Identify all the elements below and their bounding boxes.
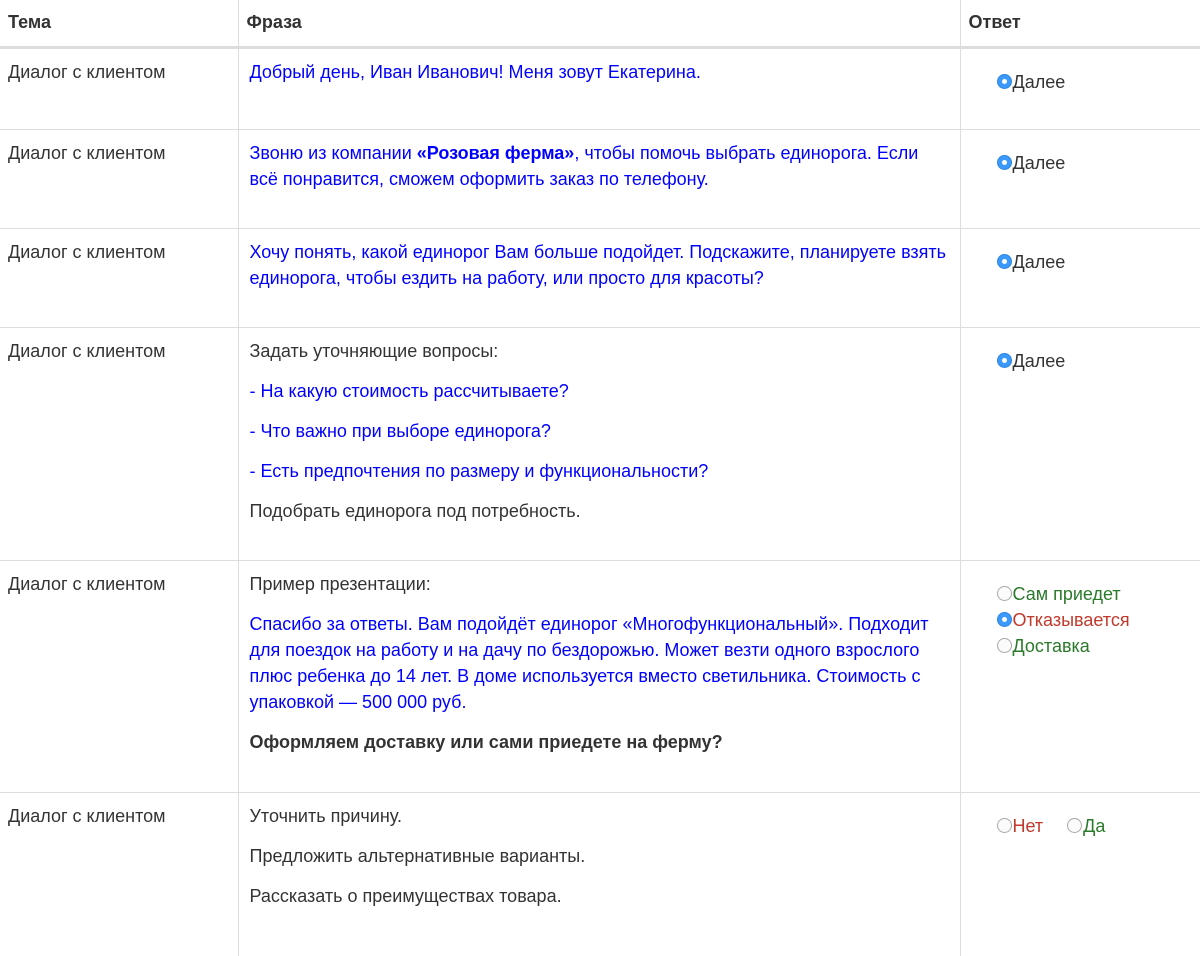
radio-checked-icon[interactable] bbox=[997, 612, 1012, 627]
instruction-text: Уточнить причину. bbox=[249, 805, 402, 826]
radio-label: Доставка bbox=[1012, 635, 1090, 656]
header-phrase: Фраза bbox=[238, 0, 960, 47]
radio-checked-icon[interactable] bbox=[997, 353, 1012, 368]
radio-option-delivery[interactable] bbox=[997, 633, 1191, 659]
phrase-part: Звоню из компании bbox=[249, 142, 417, 163]
instruction-text: Подобрать единорога под потребность. bbox=[249, 500, 581, 521]
answer-cell bbox=[960, 129, 1200, 228]
phrase-cell bbox=[238, 792, 960, 956]
phrase-cell bbox=[238, 228, 960, 327]
instruction-text: Предложить альтернативные варианты. bbox=[249, 845, 586, 866]
answer-cell bbox=[960, 327, 1200, 560]
phrase-cell bbox=[238, 47, 960, 129]
instruction-text: Задать уточняющие вопросы: bbox=[249, 340, 499, 361]
phrase-cell bbox=[238, 327, 960, 560]
topic-cell: Диалог с клиентом bbox=[0, 228, 238, 327]
table-row bbox=[0, 792, 1200, 956]
radio-option-next[interactable] bbox=[997, 249, 1191, 275]
radio-option-next[interactable] bbox=[997, 150, 1191, 176]
radio-checked-icon[interactable] bbox=[997, 155, 1012, 170]
table-row bbox=[0, 560, 1200, 792]
radio-checked-icon[interactable] bbox=[997, 254, 1012, 269]
answer-cell bbox=[960, 228, 1200, 327]
script-phrase bbox=[250, 140, 950, 192]
radio-label: Далее bbox=[1012, 152, 1066, 173]
question-item: - Есть предпочтения по размеру и функциональности? bbox=[249, 460, 709, 481]
instruction-text: Рассказать о преимуществах товара. bbox=[249, 885, 562, 906]
question-item: - На какую стоимость рассчитываете? bbox=[249, 380, 569, 401]
radio-unchecked-icon[interactable] bbox=[1067, 818, 1082, 833]
closing-question: Оформляем доставку или сами приедете на ферму? bbox=[249, 731, 723, 752]
radio-label: Нет bbox=[1012, 815, 1044, 836]
company-name: «Розовая ферма» bbox=[416, 142, 575, 163]
radio-option-next[interactable] bbox=[997, 348, 1191, 374]
radio-unchecked-icon[interactable] bbox=[997, 586, 1012, 601]
radio-label: Далее bbox=[1012, 251, 1066, 272]
topic-cell: Диалог с клиентом bbox=[0, 327, 238, 560]
radio-label: Да bbox=[1083, 815, 1106, 836]
header-answer: Ответ bbox=[960, 0, 1200, 47]
topic-cell: Диалог с клиентом bbox=[0, 560, 238, 792]
radio-label: Отказывается bbox=[1012, 609, 1130, 630]
radio-label: Сам приедет bbox=[1012, 583, 1121, 604]
topic-cell: Диалог с клиентом bbox=[0, 47, 238, 129]
answer-cell bbox=[960, 792, 1200, 956]
table-row bbox=[0, 47, 1200, 129]
radio-option-yes[interactable] bbox=[1067, 813, 1105, 839]
instruction-text: Пример презентации: bbox=[249, 573, 431, 594]
presentation-text: Спасибо за ответы. Вам подойдёт единорог «Многофункциональный». Подходит для поездок на работу и на дачу по бездорожью. Может везти одного взрослого плюс ребенка до 14 лет. В доме используется вместо светильника. Стоимость с упаковкой — 500 000 руб. bbox=[249, 613, 929, 712]
radio-option-refuses[interactable] bbox=[997, 607, 1191, 633]
radio-option-self-pickup[interactable] bbox=[997, 581, 1191, 607]
topic-cell: Диалог с клиентом bbox=[0, 129, 238, 228]
table-row bbox=[0, 228, 1200, 327]
radio-label: Далее bbox=[1012, 350, 1066, 371]
radio-group bbox=[997, 813, 1191, 839]
question-item: - Что важно при выборе единорога? bbox=[249, 420, 551, 441]
table-row bbox=[0, 327, 1200, 560]
header-topic: Тема bbox=[0, 0, 238, 47]
radio-checked-icon[interactable] bbox=[997, 74, 1012, 89]
script-phrase: Добрый день, Иван Иванович! Меня зовут Екатерина. bbox=[249, 61, 701, 82]
table-header-row bbox=[0, 0, 1200, 47]
answer-cell bbox=[960, 560, 1200, 792]
radio-option-no[interactable] bbox=[997, 813, 1044, 839]
phrase-cell bbox=[238, 560, 960, 792]
topic-cell: Диалог с клиентом bbox=[0, 792, 238, 956]
table-row bbox=[0, 129, 1200, 228]
answer-cell bbox=[960, 47, 1200, 129]
script-phrase: Хочу понять, какой единорог Вам больше подойдет. Подскажите, планируете взять единорога, чтобы ездить на работу, или просто для красоты? bbox=[249, 241, 947, 288]
phrase-cell bbox=[238, 129, 960, 228]
radio-unchecked-icon[interactable] bbox=[997, 638, 1012, 653]
radio-option-next[interactable] bbox=[997, 69, 1191, 95]
radio-unchecked-icon[interactable] bbox=[997, 818, 1012, 833]
radio-label: Далее bbox=[1012, 71, 1066, 92]
phrase-part: , чтобы помочь выбрать единорога. Если всё понравится, сможем оформить заказ по телефону. bbox=[249, 142, 919, 189]
